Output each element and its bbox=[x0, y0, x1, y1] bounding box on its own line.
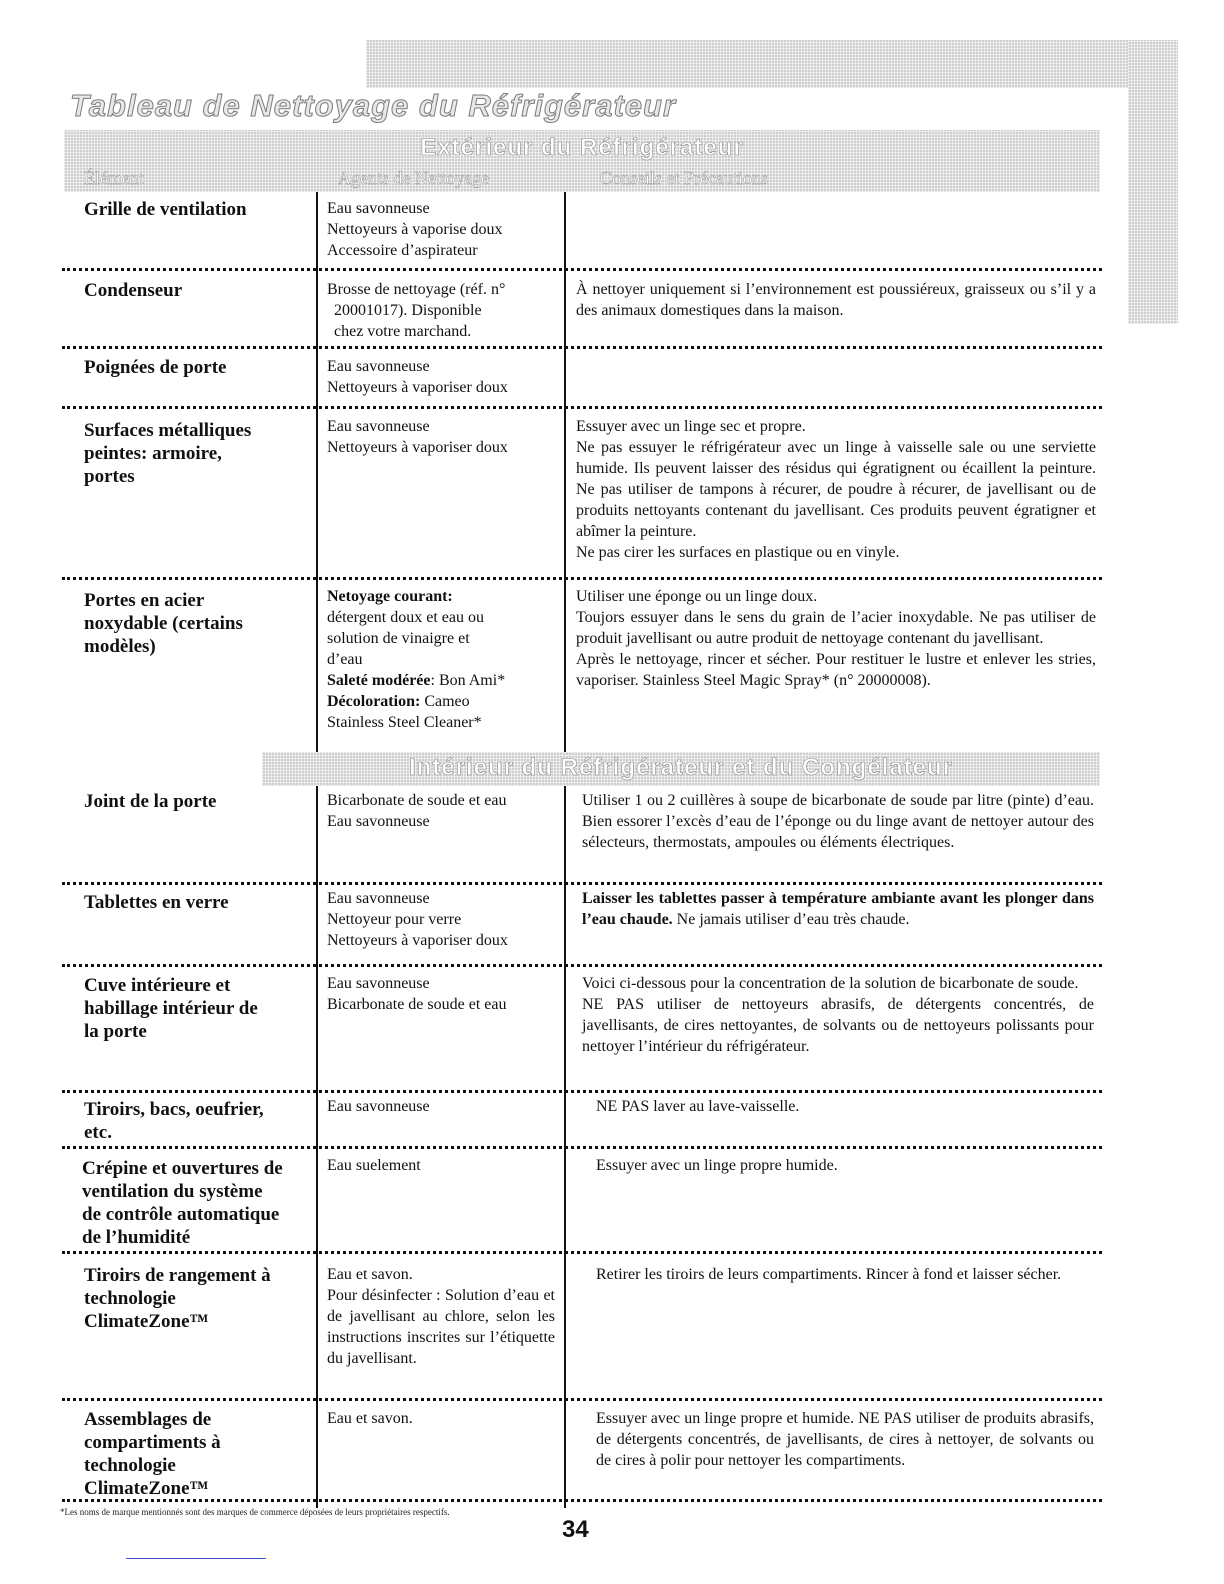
item-cuve-interieure: Cuve intérieure et habillage intérieur de la porte bbox=[84, 975, 258, 1042]
item-surfaces-metalliques: Surfaces métalliques peintes: armoire, portes bbox=[84, 420, 252, 487]
item-condenseur: Condenseur bbox=[84, 280, 183, 301]
agents-condenseur: Brosse de nettoyage (réf. n° 20001017). Disponible chez votre marchand. bbox=[327, 281, 506, 340]
item-assemblages-climatezone: Assemblages de compartiments à technologie ClimateZone™ bbox=[84, 1409, 221, 1499]
item-poignees-porte: Poignées de porte bbox=[84, 357, 227, 378]
footnote: *Les noms de marque mentionnés sont des marques de commerce déposées de leurs propriétaires respectifs. bbox=[60, 1507, 450, 1517]
row-separator bbox=[62, 964, 1102, 967]
agents-grille-ventilation: Eau savonneuse Nettoyeurs à vaporise doux Accessoire d’aspirateur bbox=[327, 200, 503, 259]
tips-condenseur: À nettoyer uniquement si l’environnement est poussiéreux, graisseux ou s’il y a des animaux domestiques dans la maison. bbox=[576, 281, 1096, 319]
tips-tablettes-verre: Laisser les tablettes passer à température ambiante avant les plonger dans l’eau chaude. Ne jamais utiliser d’eau très chaude. bbox=[582, 890, 1094, 928]
section-title-interior: Intérieur du Réfrigérateur et du Congélateur bbox=[408, 754, 954, 781]
tips-tiroirs-bacs: NE PAS laver au lave-vaisselle. bbox=[596, 1098, 800, 1115]
row-separator bbox=[62, 346, 1102, 349]
section-title-exterior: Extérieur du Réfrigérateur bbox=[420, 134, 744, 161]
page-title: Tableau de Nettoyage du Réfrigérateur bbox=[70, 88, 677, 123]
tips-assemblages-climatezone: Essuyer avec un linge propre et humide. NE PAS utiliser de produits abrasifs, de détergents concentrés, de javellisants, de cires à nettoyer, de solvants ou de cires à polir pour nettoyer les compartiments. bbox=[596, 1410, 1094, 1469]
section-banner-exterior bbox=[64, 130, 1100, 192]
tips-cuve-interieure: Voici ci-dessous pour la concentration de la solution de bicarbonate de soude. NE PAS utiliser de nettoyeurs abrasifs, de détergents concentrés, de javellisants, de cires nettoyantes, de solvants ou de nettoyeurs polissants pour nettoyer l’intérieur du réfrigérateur. bbox=[582, 975, 1094, 1055]
tips-joint-porte: Utiliser 1 ou 2 cuillères à soupe de bicarbonate de soude par litre (pinte) d’eau. Bien essorer l’excès d’eau de l’éponge ou du linge avant de nettoyer autour des sélecteurs, thermostats, ampoules ou éléments électriques. bbox=[582, 792, 1094, 851]
agents-tablettes-verre: Eau savonneuse Nettoyeur pour verre Nettoyeurs à vaporiser doux bbox=[327, 890, 508, 949]
agents-cuve-interieure: Eau savonneuse Bicarbonate de soude et eau bbox=[327, 975, 507, 1013]
item-tiroirs-climatezone: Tiroirs de rangement à technologie ClimateZone™ bbox=[84, 1265, 271, 1332]
column-header-item: Élément bbox=[84, 168, 144, 188]
agents-poignees-porte: Eau savonneuse Nettoyeurs à vaporiser doux bbox=[327, 358, 508, 396]
agents-portes-acier: Netoyage courant: détergent doux et eau ou solution de vinaigre et d’eau Saleté modérée: Bon Ami* Décoloration: Cameo Stainless Steel Cleaner* bbox=[327, 588, 506, 731]
bottom-rule bbox=[126, 1558, 266, 1559]
item-grille-ventilation: Grille de ventilation bbox=[84, 199, 247, 220]
item-portes-acier: Portes en acier noxydable (certains modèles) bbox=[84, 590, 243, 657]
page-number: 34 bbox=[562, 1516, 589, 1543]
tips-surfaces-metalliques: Essuyer avec un linge sec et propre. Ne pas essuyer le réfrigérateur avec un linge à vaisselle sale ou une serviette humide. Ils peuvent laisser des résidus qui égratignent ou écaillent la peinture. Ne pas utiliser de tampons à récurer, de poudre à récurer, de javellisant ou de produits nettoyants contenant du javellisant. Ces produits peuvent égratigner et abîmer la peinture. Ne pas cirer les surfaces en plastique ou en vinyle. bbox=[576, 418, 1096, 561]
item-crepine: Crépine et ouvertures de ventilation du système de contrôle automatique de l’humidité bbox=[82, 1158, 283, 1248]
header-decor-band bbox=[366, 40, 1178, 88]
tips-crepine: Essuyer avec un linge propre humide. bbox=[596, 1157, 838, 1174]
item-tiroirs-bacs: Tiroirs, bacs, oeufrier, etc. bbox=[84, 1099, 264, 1143]
item-joint-porte: Joint de la porte bbox=[84, 791, 217, 812]
agents-crepine: Eau suelement bbox=[327, 1157, 421, 1174]
agents-tiroirs-bacs: Eau savonneuse bbox=[327, 1098, 430, 1115]
row-separator bbox=[62, 268, 1102, 271]
row-separator bbox=[62, 1398, 1102, 1401]
column-divider bbox=[316, 192, 318, 752]
agents-assemblages-climatezone: Eau et savon. bbox=[327, 1410, 413, 1427]
row-separator bbox=[62, 1090, 1102, 1093]
tips-tiroirs-climatezone: Retirer les tiroirs de leurs compartiments. Rincer à fond et laisser sécher. bbox=[596, 1266, 1062, 1283]
tips-portes-acier: Utiliser une éponge ou un linge doux. Toujors essuyer dans le sens du grain de l’acier inoxydable. Ne pas utiliser de produit javellisant ou autre produit de nettoyage contenant du javellisant. Après le nettoyage, rincer et sécher. Pour restituer le lustre et enlever les stries, vaporiser. Stainless Steel Magic Spray* (n° 20000008). bbox=[576, 588, 1096, 689]
agents-joint-porte: Bicarbonate de soude et eau Eau savonneuse bbox=[327, 792, 507, 830]
agents-tiroirs-climatezone: Eau et savon. Pour désinfecter : Solution d’eau et de javellisant au chlore, selon les instructions inscrites sur l’étiquette du javellisant. bbox=[327, 1266, 555, 1367]
row-separator bbox=[62, 406, 1102, 409]
column-divider bbox=[564, 192, 566, 752]
row-separator bbox=[62, 882, 1102, 885]
row-separator bbox=[62, 577, 1102, 580]
column-header-tips: Conseils et Précautions bbox=[600, 168, 768, 188]
section-banner-interior bbox=[262, 752, 1100, 786]
item-tablettes-verre: Tablettes en verre bbox=[84, 892, 229, 913]
side-decor-band bbox=[1128, 40, 1178, 324]
column-header-agents: Agents de Nettoyage bbox=[338, 168, 489, 188]
row-separator bbox=[62, 1146, 1102, 1149]
row-separator bbox=[62, 1251, 1102, 1254]
agents-surfaces-metalliques: Eau savonneuse Nettoyeurs à vaporiser doux bbox=[327, 418, 508, 456]
